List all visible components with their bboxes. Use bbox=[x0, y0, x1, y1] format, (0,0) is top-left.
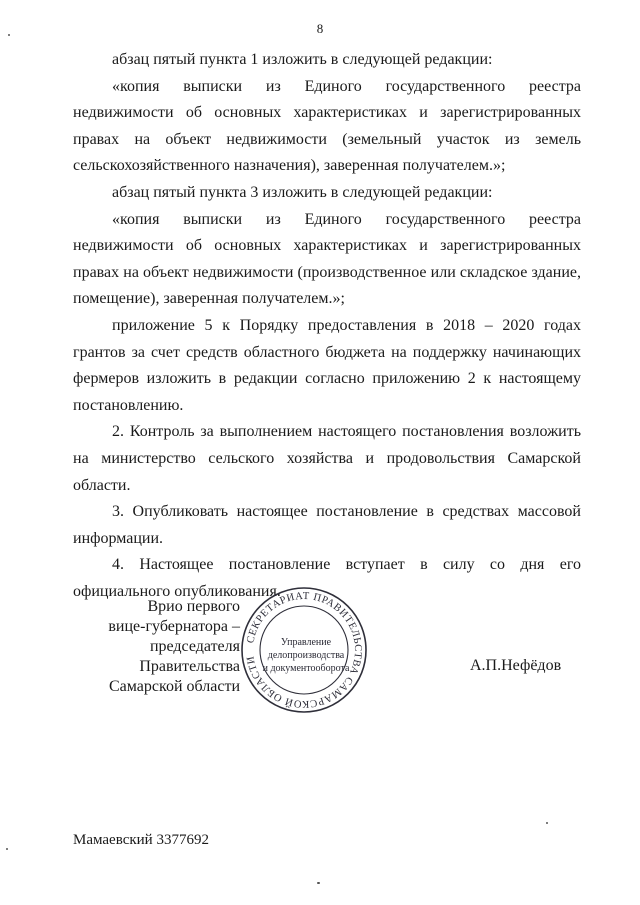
signatory-name: А.П.Нефёдов bbox=[470, 657, 562, 674]
paragraph: «копия выписки из Единого государственного реестра недвижимости об основных характеристиках и зарегистрированных правах на объект недвижимости (земельный участок из земель сельскохозяйственного назначения), заверенная получателем.»; bbox=[73, 77, 581, 175]
position-line: председателя Правительства bbox=[139, 638, 240, 675]
position-line: вице-губернатора – bbox=[108, 618, 240, 635]
page-number: 8 bbox=[316, 21, 324, 36]
paragraph: приложение 5 к Порядку предоставления в 2018 – 2020 годах грантов за счет средств областного бюджета на поддержку начинающих фермеров изложить в редакции согласно приложению 2 к настоящему постановлению. bbox=[73, 316, 581, 414]
scan-speck bbox=[6, 848, 8, 850]
seal-line: Управление bbox=[280, 637, 332, 648]
scan-speck bbox=[546, 822, 548, 824]
scan-speck bbox=[317, 882, 320, 884]
document-body bbox=[73, 47, 581, 605]
paragraph: абзац пятый пункта 3 изложить в следующей редакции: bbox=[112, 183, 493, 201]
seal-line: делопроизводства bbox=[267, 650, 345, 661]
seal-center bbox=[254, 636, 358, 675]
paragraph: 2. Контроль за выполнением настоящего постановления возложить на министерство сельского хозяйства и продовольствия Самарской области. bbox=[73, 423, 581, 494]
executor-contact: Мамаевский 3377692 bbox=[73, 832, 209, 848]
position-line: Врио первого bbox=[147, 598, 240, 615]
paragraph: абзац пятый пункта 1 изложить в следующей редакции: bbox=[112, 51, 493, 68]
position-line: Самарской области bbox=[109, 678, 240, 695]
paragraph: 3. Опубликовать настоящее постановление в средствах массовой информации. bbox=[73, 503, 581, 547]
seal-ring-text: СЕКРЕТАРИАТ ПРАВИТЕЛЬСТВА САМАРСКОЙ ОБЛАСТИ bbox=[245, 590, 364, 710]
seal-line: и документооборота bbox=[262, 663, 350, 674]
scan-speck bbox=[8, 34, 10, 36]
signatory-position bbox=[70, 597, 240, 697]
paragraph: «копия выписки из Единого государственного реестра недвижимости об основных характеристиках и зарегистрированных правах на объект недвижимости (производственное или складское здание, помещение), заверенная получателем.»; bbox=[73, 210, 581, 308]
paragraph: 4. Настоящее постановление вступает в силу со дня его официального опубликования. bbox=[73, 556, 581, 600]
